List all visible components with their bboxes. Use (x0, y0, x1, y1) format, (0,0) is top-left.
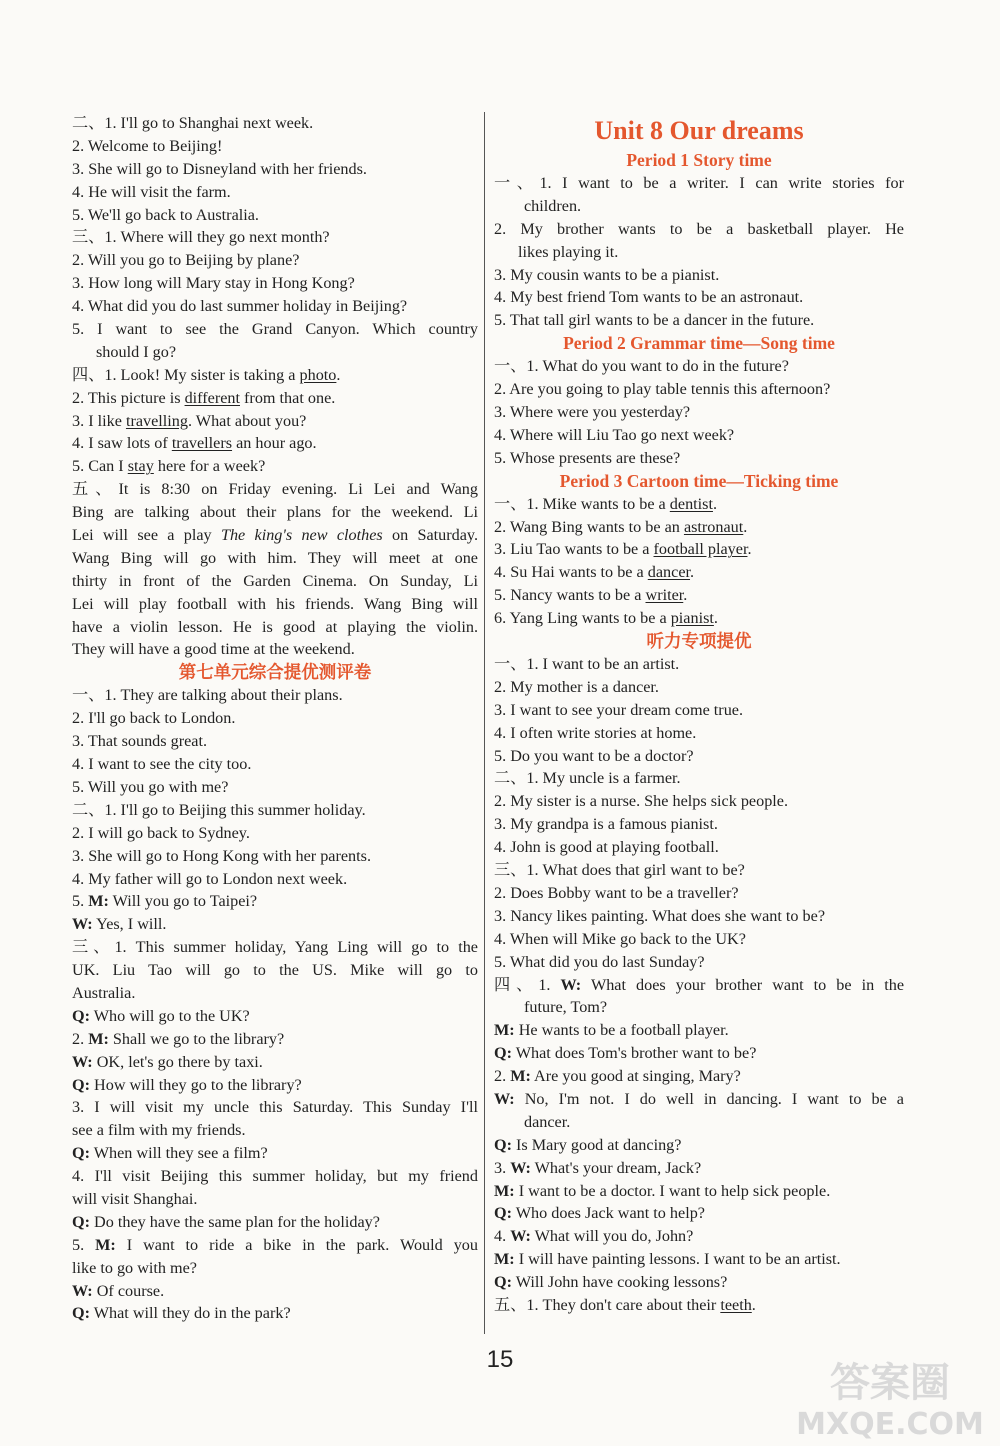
answer-line: 4. What did you do last summer holiday in Beijing? (72, 297, 408, 316)
answer-line: 3. Liu Tao wants to be a football player. (494, 540, 752, 559)
answer-line: 一、1. What do you want to do in the future? (494, 357, 789, 376)
answer-line: 2. This picture is different from that one. (72, 388, 336, 407)
underlined-answer: pianist (670, 609, 714, 628)
play-title: The king's new clothes (220, 526, 383, 545)
speaker-tag: M: (95, 1235, 116, 1254)
section-heading: Period 1 Story time (626, 150, 772, 170)
answer-line: W: Yes, I will. (72, 915, 167, 934)
answer-line: 4. My father will go to London next week. (72, 869, 348, 888)
underlined-answer: writer (645, 586, 684, 605)
answer-line: 二、1. I'll go to Beijing this summer holiday. (72, 800, 366, 819)
answer-line: 5. Nancy wants to be a writer. (494, 586, 688, 605)
answer-line: will visit Shanghai. (72, 1189, 198, 1208)
underlined-answer: dancer (647, 563, 691, 582)
answer-line: 4. I want to see the city too. (72, 755, 252, 774)
answer-line: They will have a good time at the weekend. (72, 640, 355, 659)
answer-line: 5. That tall girl wants to be a dancer in the future. (494, 311, 815, 330)
answer-line: M: I will have painting lessons. I want to be an artist. (494, 1250, 841, 1269)
unit-title: Unit 8 Our dreams (594, 116, 804, 145)
answer-line: 4. My best friend Tom wants to be an astronaut. (494, 288, 804, 307)
speaker-tag: W: (560, 975, 582, 994)
answer-line: 3. W: What's your dream, Jack? (494, 1158, 702, 1177)
speaker-tag: M: (494, 1021, 515, 1040)
speaker-tag: M: (494, 1250, 515, 1269)
answer-line: 2. My brother wants to be a basketball player. He (494, 219, 904, 238)
underlined-answer: teeth (720, 1295, 752, 1314)
answer-line: 三、1. This summer holiday, Yang Ling will go to the (72, 938, 478, 957)
answer-line: W: No, I'm not. I do well in dancing. I want to be a (494, 1089, 904, 1108)
speaker-tag: Q: (494, 1135, 512, 1154)
answer-line: 3. Where were you yesterday? (494, 403, 691, 422)
speaker-tag: Q: (72, 1075, 90, 1094)
underlined-answer: travelling (125, 411, 188, 430)
answer-line: dancer. (524, 1112, 571, 1131)
answer-line: 一、1. They are talking about their plans. (72, 686, 343, 705)
speaker-tag: Q: (72, 1144, 90, 1163)
answer-line: should I go? (96, 342, 177, 361)
answer-line: 4. When will Mike go back to the UK? (494, 929, 746, 948)
answer-line: 2. Does Bobby want to be a traveller? (494, 883, 739, 902)
speaker-tag: W: (494, 1089, 515, 1108)
answer-line: 5. I want to see the Grand Canyon. Which country (72, 320, 478, 339)
answer-line: 6. Yang Ling wants to be a pianist. (494, 609, 718, 628)
answer-line: Australia. (72, 983, 136, 1002)
speaker-tag: W: (72, 915, 93, 934)
answer-line: 3. She will go to Hong Kong with her parents. (72, 846, 371, 865)
underlined-answer: photo (299, 365, 337, 384)
answer-line: 3. My grandpa is a famous pianist. (494, 815, 718, 834)
answer-line: 4. I'll visit Beijing this summer holiday, but my friend (72, 1167, 478, 1186)
left-column (72, 112, 478, 1325)
column-divider (484, 112, 485, 1334)
answer-line: like to go with me? (72, 1258, 197, 1277)
answer-line: 4. I saw lots of travellers an hour ago. (72, 434, 317, 453)
underlined-answer: football player (653, 540, 748, 559)
answer-line: 3. My cousin wants to be a pianist. (494, 265, 720, 284)
answer-line: Q: Do they have the same plan for the holiday? (72, 1212, 380, 1231)
section-heading: 第七单元综合提优测评卷 (178, 662, 372, 683)
answer-line: 3. How long will Mary stay in Hong Kong? (72, 274, 355, 293)
answer-line: W: Of course. (72, 1281, 165, 1300)
answer-line: 3. I want to see your dream come true. (494, 700, 744, 719)
answer-line: 5. Will you go with me? (72, 777, 229, 796)
answer-line: Bing are talking about their plans for the weekend. Li (72, 503, 478, 522)
answer-line: 4. I often write stories at home. (494, 723, 697, 742)
underlined-answer: different (184, 388, 240, 407)
underlined-answer: astronaut (683, 517, 744, 536)
speaker-tag: Q: (494, 1204, 512, 1223)
speaker-tag: W: (72, 1281, 93, 1300)
answer-line: 2. M: Shall we go to the library? (72, 1029, 285, 1048)
answer-line: thirty in front of the Garden Cinema. On Sunday, Li (72, 571, 478, 590)
right-column (494, 114, 904, 1317)
speaker-tag: W: (510, 1227, 531, 1246)
answer-line: Q: Is Mary good at dancing? (494, 1135, 682, 1154)
answer-line: future, Tom? (524, 998, 608, 1017)
answer-line: 4. He will visit the farm. (72, 182, 231, 201)
section-heading: 听力专项提优 (646, 631, 752, 652)
answer-line: 2. Are you going to play table tennis this afternoon? (494, 380, 831, 399)
section-heading: Period 2 Grammar time—Song time (563, 333, 835, 354)
answer-line: 四、1. W: What does your brother want to be in the (494, 975, 905, 994)
answer-line: 3. I like travelling. What about you? (72, 411, 307, 430)
answer-line: 一、1. I want to be a writer. I can write stories for (494, 174, 904, 192)
answer-line: 5. M: Will you go to Taipei? (72, 892, 258, 911)
speaker-tag: Q: (72, 1212, 90, 1231)
answer-line: 5. Do you want to be a doctor? (494, 746, 694, 765)
answer-line: Q: Who will go to the UK? (72, 1006, 250, 1025)
answer-line: Q: Who does Jack want to help? (494, 1204, 705, 1223)
answer-line: 5. We'll go back to Australia. (72, 205, 259, 224)
answer-line: 4. Where will Liu Tao go next week? (494, 425, 735, 444)
answer-line: 2. My sister is a nurse. She helps sick people. (494, 792, 789, 811)
answer-line: 三、1. What does that girl want to be? (494, 861, 745, 880)
underlined-answer: stay (127, 457, 154, 476)
answer-line: 4. John is good at playing football. (494, 838, 719, 857)
answer-line: Lei will see a play The king's new clothes on Saturday. (72, 526, 478, 545)
page-number: 15 (486, 1346, 514, 1373)
answer-line: 5. Can I stay here for a week? (72, 457, 266, 476)
speaker-tag: Q: (72, 1006, 90, 1025)
watermark-logo (790, 1350, 990, 1442)
speaker-tag: W: (510, 1158, 531, 1177)
answer-line: 五、1. They don't care about their teeth. (494, 1295, 756, 1314)
answer-line: 一、1. Mike wants to be a dentist. (494, 494, 718, 513)
answer-line: 3. I will visit my uncle this Saturday. This Sunday I'll (72, 1098, 478, 1117)
answer-line: 二、1. I'll go to Shanghai next week. (72, 114, 314, 132)
speaker-tag: Q: (494, 1273, 512, 1292)
answer-line: Q: When will they see a film? (72, 1144, 268, 1163)
answer-line: 5. Whose presents are these? (494, 448, 681, 467)
speaker-tag: M: (494, 1181, 515, 1200)
answer-line: Lei will play football with his friends. Wang Bing will (72, 594, 478, 613)
answer-line: see a film with my friends. (72, 1121, 246, 1140)
answer-line: 2. Will you go to Beijing by plane? (72, 251, 300, 270)
answer-line: 5. What did you do last Sunday? (494, 952, 705, 971)
answer-line: Q: What does Tom's brother want to be? (494, 1044, 757, 1063)
speaker-tag: M: (88, 892, 109, 911)
speaker-tag: W: (72, 1052, 93, 1071)
answer-line: W: OK, let's go there by taxi. (72, 1052, 263, 1071)
answer-line: 二、1. My uncle is a farmer. (494, 769, 681, 788)
speaker-tag: Q: (72, 1304, 90, 1323)
answer-line: Q: What will they do in the park? (72, 1304, 291, 1323)
answer-line: 3. That sounds great. (72, 732, 208, 751)
speaker-tag: Q: (494, 1044, 512, 1063)
answer-line: M: He wants to be a football player. (494, 1021, 729, 1040)
answer-line: 2. Wang Bing wants to be an astronaut. (494, 517, 748, 536)
speaker-tag: M: (510, 1067, 531, 1086)
speaker-tag: M: (88, 1029, 109, 1048)
answer-line: children. (524, 196, 582, 215)
answer-line: Q: How will they go to the library? (72, 1075, 302, 1094)
answer-line: 2. I'll go back to London. (72, 709, 236, 728)
answer-line: Q: Will John have cooking lessons? (494, 1273, 728, 1292)
answer-line: M: I want to be a doctor. I want to help sick people. (494, 1181, 831, 1200)
answer-line: 五、It is 8:30 on Friday evening. Li Lei and Wang (72, 480, 478, 499)
answer-line: 4. Su Hai wants to be a dancer. (494, 563, 695, 582)
section-heading: Period 3 Cartoon time—Ticking time (559, 470, 839, 491)
answer-line: Wang Bing will go with him. They will meet at one (72, 548, 478, 567)
answer-line: 四、1. Look! My sister is taking a photo. (72, 365, 341, 384)
watermark-text-cn: 答案圈 (830, 1360, 950, 1406)
answer-line: likes playing it. (518, 242, 619, 261)
watermark-text-url: MXQE.COM (796, 1407, 984, 1442)
answer-line: 4. W: What will you do, John? (494, 1227, 694, 1246)
answer-line: 2. My mother is a dancer. (494, 677, 659, 696)
answer-line: 2. M: Are you good at singing, Mary? (494, 1067, 741, 1086)
underlined-answer: dentist (669, 494, 713, 513)
answer-line: UK. Liu Tao will go to the US. Mike will go to (72, 961, 478, 980)
answer-line: 3. Nancy likes painting. What does she want to be? (494, 906, 826, 925)
answer-line: 3. She will go to Disneyland with her friends. (72, 159, 367, 178)
answer-line: 2. I will go back to Sydney. (72, 823, 250, 842)
answer-line: 三、1. Where will they go next month? (72, 228, 330, 247)
answer-line: 5. M: I want to ride a bike in the park. Would you (72, 1235, 478, 1254)
answer-line: have a violin lesson. He is good at playing the violin. (72, 617, 478, 636)
answer-line: 一、1. I want to be an artist. (494, 655, 680, 674)
answer-line: 2. Welcome to Beijing! (72, 136, 223, 155)
underlined-answer: travellers (171, 434, 233, 453)
